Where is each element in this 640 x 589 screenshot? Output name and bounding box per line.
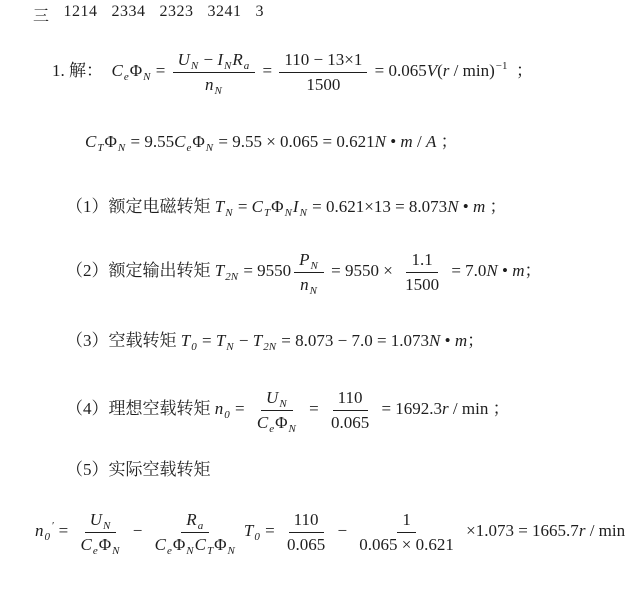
math-text: − — [333, 520, 352, 540]
header-section-label: 三 — [33, 8, 50, 25]
math-subscript: 2N — [225, 270, 239, 283]
math-subscript: 0 — [224, 408, 230, 421]
ct-phi-equation — [85, 131, 458, 152]
math-text: − — [128, 520, 147, 540]
math-superscript: ′ — [52, 519, 55, 532]
math-variable: I — [292, 197, 299, 216]
math-text: 1. 解： — [52, 60, 112, 80]
fraction — [150, 510, 241, 557]
fraction-denominator — [326, 411, 374, 433]
fraction — [279, 50, 367, 94]
fraction — [400, 250, 444, 294]
math-text: = — [258, 60, 277, 80]
solution-step-ce-phi-equation — [52, 50, 533, 97]
math-text: 0.065 — [286, 534, 326, 554]
math-text: （4）理想空载转矩 — [66, 398, 215, 418]
math-text: = 9550 — [239, 260, 292, 280]
math-subscript: a — [197, 520, 204, 532]
math-variable: I — [217, 50, 223, 69]
math-text: = 0.621×13 = 8.073 — [307, 197, 448, 216]
fraction-numerator — [294, 250, 324, 273]
math-variable: C — [85, 132, 97, 151]
fraction-denominator — [200, 73, 228, 95]
math-subscript: N — [284, 207, 292, 219]
math-text: • — [385, 132, 401, 151]
math-text: Φ — [172, 534, 186, 554]
math-text: 1500 — [306, 74, 341, 94]
math-variable: N — [429, 331, 441, 350]
math-variable: m — [454, 331, 468, 350]
item-3-no-load-torque — [66, 330, 484, 351]
fraction — [354, 510, 459, 554]
math-text: （2）额定输出转矩 — [66, 260, 215, 280]
math-text: / min ； — [448, 398, 510, 418]
math-variable: U — [89, 510, 102, 529]
math-variable: m — [472, 197, 486, 216]
fraction — [326, 388, 374, 432]
math-subscript: N — [143, 70, 151, 83]
math-subscript: e — [166, 544, 172, 557]
math-text: Φ — [271, 197, 284, 216]
math-text: = — [197, 331, 216, 350]
math-text: Φ — [129, 60, 143, 80]
math-subscript: e — [123, 70, 129, 83]
fraction — [252, 388, 302, 435]
math-variable: r — [578, 520, 586, 540]
math-superscript: −1 — [495, 59, 508, 72]
item-2-rated-output-torque — [66, 250, 542, 297]
header-answer-row — [33, 3, 264, 26]
math-text: 1.1 — [411, 250, 433, 269]
math-subscript: T — [264, 207, 271, 219]
math-variable: C — [80, 534, 92, 554]
header-answer-5: 3 — [255, 3, 265, 20]
math-variable: R — [186, 510, 197, 529]
item-4-ideal-no-load-speed — [66, 388, 510, 435]
math-variable: C — [251, 197, 263, 216]
math-variable: n — [205, 74, 214, 94]
math-variable: V — [426, 60, 438, 80]
math-subscript: N — [214, 84, 222, 97]
math-text: = 9550 × — [326, 260, 398, 280]
math-variable: A — [425, 132, 437, 151]
math-subscript: N — [186, 544, 194, 557]
math-text: Φ — [98, 534, 112, 554]
header-answer-2: 2334 — [111, 3, 146, 20]
math-text: 110 — [337, 388, 363, 407]
math-subscript: 0 — [44, 530, 50, 543]
math-text: / min) — [449, 60, 495, 80]
item-5-actual-no-load-heading: （5）实际空载转矩 — [66, 460, 211, 479]
math-text: = — [151, 60, 170, 80]
math-variable: U — [266, 388, 279, 407]
fraction-numerator — [261, 388, 293, 411]
math-text: = 1692.3 — [377, 398, 443, 418]
header-answer-3: 2323 — [159, 3, 194, 20]
math-variable: C — [256, 412, 269, 432]
math-text: • — [458, 197, 473, 216]
math-variable: T — [180, 331, 191, 350]
math-variable: R — [232, 50, 243, 69]
math-subscript: T — [97, 142, 104, 154]
math-text: = 7.0 — [447, 260, 487, 280]
math-text: ； — [485, 197, 507, 216]
math-text: • — [497, 260, 513, 280]
math-text: Φ — [104, 132, 117, 151]
math-text: = — [304, 398, 323, 418]
math-text: 110 — [293, 510, 319, 529]
math-variable: m — [512, 260, 525, 280]
math-variable: N — [374, 132, 386, 151]
math-variable: T — [214, 197, 225, 216]
math-subscript: 0 — [191, 341, 197, 353]
math-text: （1）额定电磁转矩 — [66, 197, 215, 216]
math-subscript: N — [190, 60, 199, 72]
math-text: = — [260, 520, 279, 540]
math-subscript: N — [288, 422, 296, 435]
math-variable: T — [252, 331, 263, 350]
fraction-denominator — [76, 533, 126, 555]
math-subscript: T — [206, 544, 214, 557]
math-text: ×1.073 = 1665.7 — [461, 520, 579, 540]
math-subscript: 0 — [254, 530, 260, 543]
math-variable: n — [35, 520, 44, 540]
fraction-numerator — [333, 388, 368, 411]
math-subscript: N — [226, 341, 234, 353]
math-text: 0.065 — [330, 412, 370, 432]
fraction-numerator — [289, 510, 324, 533]
math-text: ； — [507, 60, 533, 80]
math-variable: C — [174, 132, 186, 151]
math-text: / min — [585, 520, 626, 540]
fraction-numerator — [406, 250, 437, 273]
math-text: − — [199, 50, 218, 69]
item-1-rated-electromagnetic-torque — [66, 196, 507, 217]
math-subscript: N — [279, 398, 287, 410]
math-variable: C — [154, 534, 166, 554]
fraction-denominator — [301, 73, 345, 95]
math-variable: n — [300, 274, 309, 294]
math-text: 0.065 × 0.621 — [359, 534, 454, 554]
math-subscript: a — [243, 60, 250, 72]
math-text: = — [54, 520, 73, 540]
math-subscript: N — [299, 207, 307, 219]
final-actual-no-load-speed-equation — [35, 510, 626, 557]
fraction-denominator — [295, 273, 323, 295]
math-text: • — [440, 331, 455, 350]
math-subscript: N — [309, 284, 317, 297]
math-variable: m — [400, 132, 413, 151]
math-text: Φ — [214, 534, 227, 554]
fraction-numerator — [397, 510, 416, 533]
math-subscript: e — [269, 422, 275, 435]
math-text: 1 — [402, 510, 411, 529]
math-text: / — [412, 132, 426, 151]
math-subscript: N — [117, 142, 126, 154]
fraction — [282, 510, 330, 554]
math-variable: r — [442, 60, 450, 80]
fraction-denominator — [400, 273, 444, 295]
math-text: = — [230, 398, 249, 418]
fraction-denominator — [252, 411, 302, 433]
math-text: = 0.065 — [370, 60, 427, 80]
math-text: ( — [437, 60, 443, 80]
math-subscript: N — [310, 260, 318, 272]
math-subscript: N — [227, 544, 235, 557]
header-answer-4: 3241 — [207, 3, 242, 20]
fraction-numerator — [279, 50, 367, 73]
math-subscript: N — [102, 520, 111, 532]
math-subscript: N — [205, 142, 214, 154]
math-subscript: e — [186, 142, 192, 154]
math-subscript: N — [112, 544, 120, 557]
fraction-denominator — [282, 533, 330, 555]
header-answer-1: 1214 — [63, 3, 98, 20]
fraction — [294, 250, 324, 297]
math-text: （3）空载转矩 — [66, 331, 181, 350]
math-text: ； — [467, 331, 485, 350]
math-variable: T — [243, 520, 254, 540]
fraction — [76, 510, 126, 557]
math-text: Φ — [275, 412, 288, 432]
math-variable: T — [215, 331, 226, 350]
math-variable: r — [442, 398, 449, 418]
fraction-denominator — [354, 533, 459, 555]
math-subscript: 2N — [263, 341, 277, 353]
math-text: 1500 — [405, 274, 440, 294]
math-text: 110 − 13×1 — [284, 50, 363, 69]
math-text: ； — [524, 260, 542, 280]
math-text: = 9.55 — [126, 132, 175, 151]
math-variable: C — [111, 60, 123, 80]
fraction-denominator — [150, 533, 241, 555]
fraction-numerator — [181, 510, 209, 533]
math-variable: N — [447, 197, 459, 216]
math-variable: C — [194, 534, 206, 554]
math-text: Φ — [192, 132, 205, 151]
math-subscript: e — [92, 544, 98, 557]
math-variable: n — [214, 398, 224, 418]
math-variable: U — [177, 50, 190, 69]
math-text: − — [234, 331, 253, 350]
math-text: = 9.55 × 0.065 = 0.621 — [214, 132, 375, 151]
math-text: ； — [436, 132, 458, 151]
math-variable: N — [486, 260, 498, 280]
math-variable: P — [299, 250, 310, 269]
math-variable: T — [214, 260, 225, 280]
fraction-numerator — [173, 50, 256, 73]
math-subscript: N — [224, 60, 232, 72]
fraction — [173, 50, 256, 97]
math-text: = — [233, 197, 252, 216]
fraction-numerator — [85, 510, 117, 533]
math-subscript: N — [225, 207, 233, 219]
math-text: = 8.073 − 7.0 = 1.073 — [277, 331, 430, 350]
